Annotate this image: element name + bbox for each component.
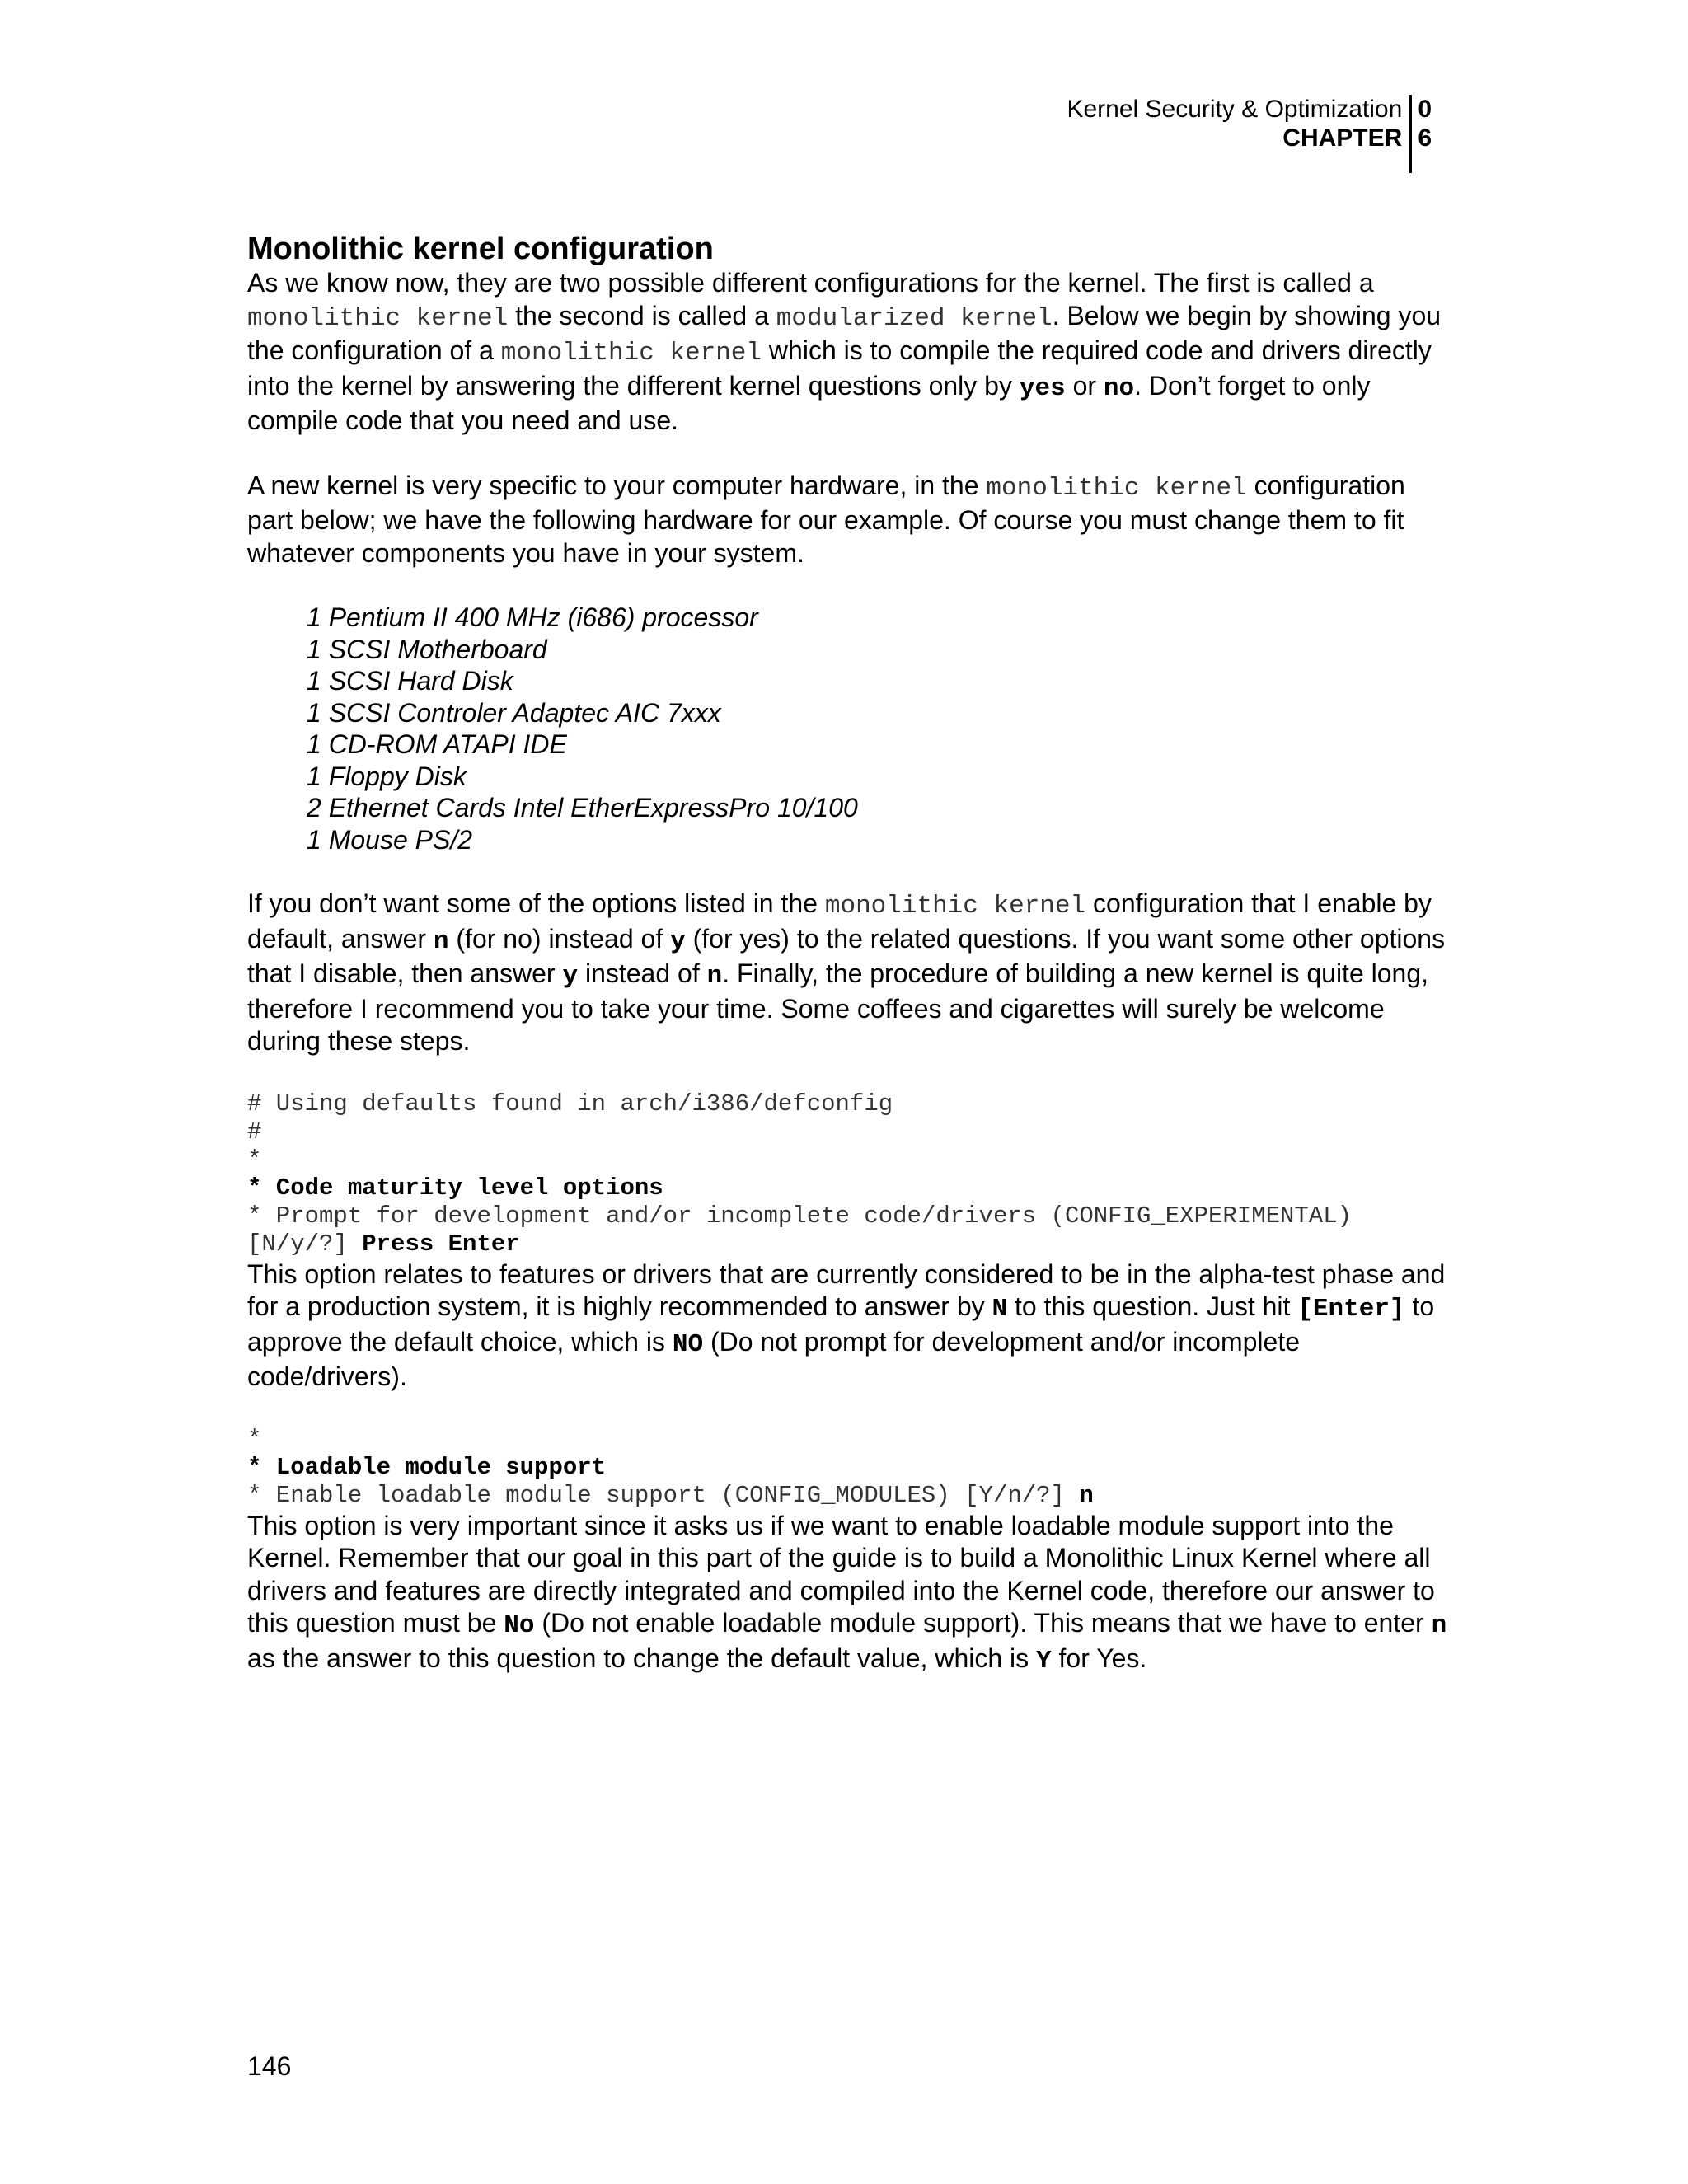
list-item: 1 SCSI Motherboard — [307, 634, 547, 664]
list-item: 1 Mouse PS/2 — [307, 824, 472, 855]
inline-code: monolithic kernel — [824, 892, 1086, 921]
hardware-intro-paragraph: A new kernel is very specific to your computer hardware, in the monolithic kernel configuration part below; we have the following hardware for our example. Of course you must change them to fit whatever components you have in your system. — [247, 470, 1405, 568]
options-paragraph: If you don’t want some of the options listed in the monolithic kernel configuration that I enable by default, answer n (for no) instead of y (for yes) to the related questions. If you want some other options that I disable, then answer y instead of n. Finally, the procedure of building a new kernel is quite long, therefore I recommend you to take your time. Some coffees and cigarettes will surely be welcome during these steps. — [247, 888, 1446, 1056]
list-item: 1 Floppy Disk — [307, 761, 467, 791]
inline-code-bold: N — [992, 1295, 1008, 1324]
inline-code-bold: n — [433, 926, 449, 956]
inline-code-bold: No — [504, 1611, 535, 1640]
inline-code-bold: Y — [1036, 1646, 1052, 1675]
main-content — [247, 231, 1451, 1677]
code-block-modules: * * Loadable module support * Enable loadable module support (CONFIG_MODULES) [Y/n/?] n — [247, 1425, 1094, 1509]
list-item: 1 SCSI Controler Adaptec AIC 7xxx — [307, 697, 721, 728]
inline-code-bold: [Enter] — [1297, 1295, 1405, 1324]
header-chapter-label: CHAPTER — [1282, 124, 1403, 152]
list-item: 1 CD-ROM ATAPI IDE — [307, 729, 567, 759]
header-title: Kernel Security & Optimization — [1067, 96, 1403, 123]
experimental-explanation: This option relates to features or drivers that are currently considered to be in the alpha-test phase and for a production system, it is highly recommended to answer by N to this question. Just hit [Enter] to approve the default choice, which is NO (Do not prompt for development and/or incomplete code/drivers). — [247, 1258, 1446, 1391]
inline-code-bold: no — [1103, 373, 1135, 403]
code-block-maturity: # Using defaults found in arch/i386/defconfig # * * Code maturity level options * Prompt for development and/or incomplete code/drivers (CONFIG_EXPERIMENTAL) [N/y/?] Press Enter — [247, 1090, 1353, 1258]
inline-code: monolithic kernel — [500, 339, 762, 368]
page-number: 146 — [247, 2051, 292, 2081]
inline-code-bold: n — [1431, 1611, 1447, 1640]
inline-code: monolithic kernel — [247, 303, 509, 333]
modules-explanation: This option is very important since it asks us if we want to enable loadable module support into the Kernel. Remember that our goal in this part of the guide is to build a Monolithic Linux Kernel where all drivers and features are directly integrated and compiled into the Kernel code, therefore our answer to this question must be No (Do not enable loadable module support). This means that we have to enter n as the answer to this question to change the default value, which is Y for Yes. — [247, 1510, 1447, 1675]
inline-code-bold: yes — [1019, 373, 1066, 403]
hardware-list — [307, 602, 1451, 855]
chapter-number-digit-1: 0 — [1418, 96, 1432, 123]
chapter-number-digit-2: 6 — [1418, 124, 1432, 152]
running-header — [1067, 95, 1432, 173]
inline-code-bold: n — [706, 962, 723, 991]
list-item: 1 SCSI Hard Disk — [307, 666, 513, 696]
intro-paragraph: As we know now, they are two possible different configurations for the kernel. The first is called a monolithic kernel the second is called a modularized kernel. Below we begin by showing you the configuration of a monolithic kernel which is to compile the required code and drivers directly into the kernel by answering the different kernel questions only by yes or no. Don’t forget to only compile code that you need and use. — [247, 268, 1442, 435]
list-item: 2 Ethernet Cards Intel EtherExpressPro 10/100 — [307, 793, 858, 823]
inline-code-bold: y — [670, 926, 686, 956]
list-item: 1 Pentium II 400 MHz (i686) processor — [307, 602, 758, 632]
inline-code-bold: NO — [672, 1329, 704, 1359]
inline-code: monolithic kernel — [986, 473, 1247, 503]
inline-code: modularized kernel — [776, 303, 1053, 333]
section-title: Monolithic kernel configuration — [247, 232, 714, 266]
inline-code-bold: y — [562, 962, 579, 991]
